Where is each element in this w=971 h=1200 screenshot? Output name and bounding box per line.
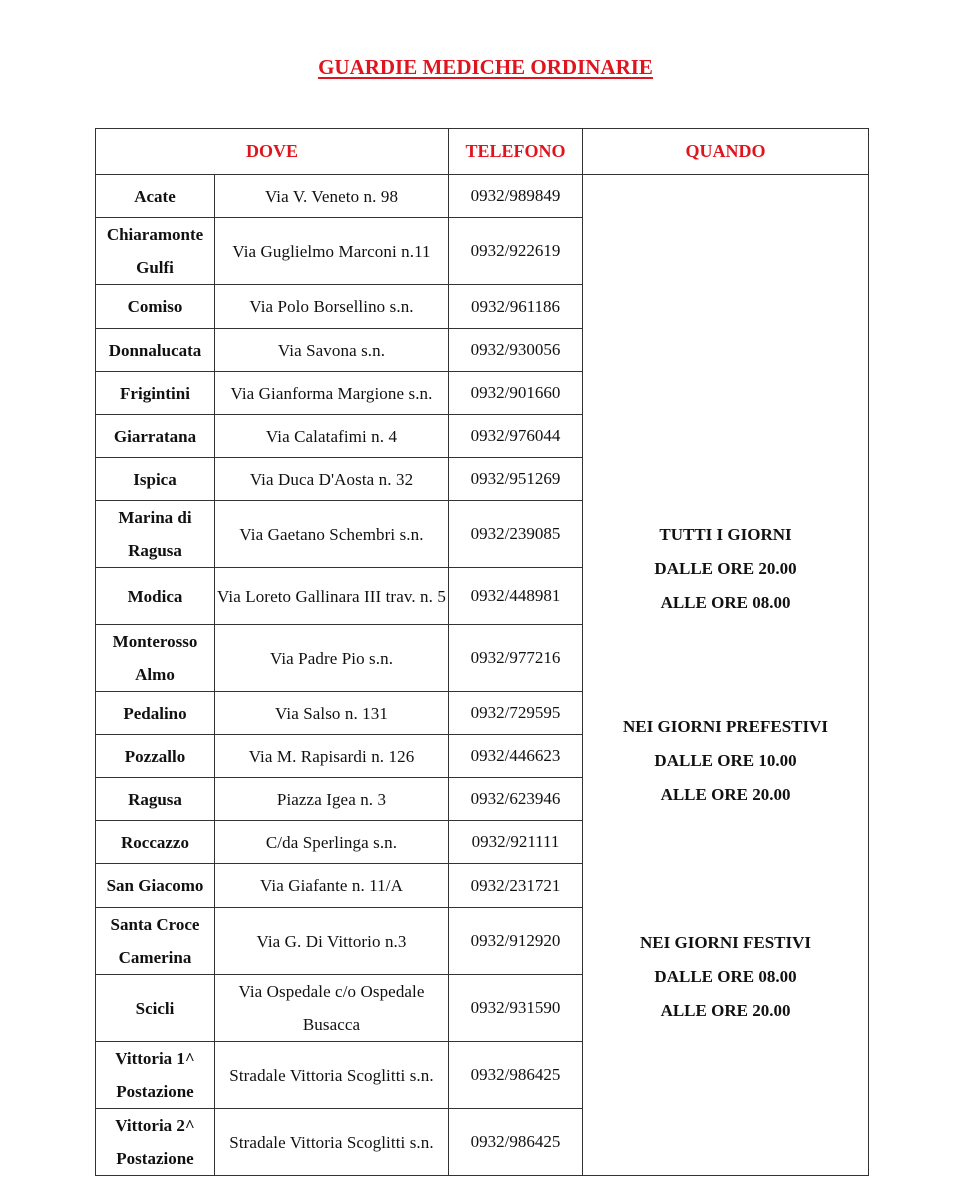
town-cell: Roccazzo [96,821,215,864]
header-row [96,129,869,175]
schedule-line: DALLE ORE 20.00 [654,559,797,578]
address-cell: Via M. Rapisardi n. 126 [215,735,449,778]
town-cell: Pozzallo [96,735,215,778]
town-cell: Modica [96,568,215,625]
schedule-line: NEI GIORNI FESTIVI [640,933,812,952]
phone-cell: 0932/922619 [449,218,583,285]
phone-cell: 0932/729595 [449,692,583,735]
phone-cell: 0932/989849 [449,175,583,218]
schedule-block [583,518,868,620]
header-dove: DOVE [96,129,449,175]
town-cell: Vittoria 2^ Postazione [96,1109,215,1176]
schedule-line: ALLE ORE 20.00 [660,785,791,804]
schedule-line: TUTTI I GIORNI [659,525,792,544]
schedule-block [583,926,868,1028]
schedule-line: ALLE ORE 20.00 [660,1001,791,1020]
schedule-cell [583,175,869,1176]
address-cell: Piazza Igea n. 3 [215,778,449,821]
phone-cell: 0932/986425 [449,1042,583,1109]
phone-cell: 0932/231721 [449,864,583,908]
address-cell: Via Guglielmo Marconi n.11 [215,218,449,285]
header-telefono: TELEFONO [449,129,583,175]
town-cell: Monterosso Almo [96,625,215,692]
phone-cell: 0932/976044 [449,415,583,458]
address-cell: Via Gaetano Schembri s.n. [215,501,449,568]
town-cell: Ragusa [96,778,215,821]
table-row [96,175,869,218]
schedule-line: DALLE ORE 10.00 [654,751,797,770]
phone-cell: 0932/623946 [449,778,583,821]
town-cell: Scicli [96,975,215,1042]
town-cell: Marina di Ragusa [96,501,215,568]
address-cell: Via Ospedale c/o Ospedale Busacca [215,975,449,1042]
phone-cell: 0932/977216 [449,625,583,692]
address-cell: Via G. Di Vittorio n.3 [215,908,449,975]
phone-cell: 0932/930056 [449,329,583,372]
address-cell: Stradale Vittoria Scoglitti s.n. [215,1042,449,1109]
schedule-line: DALLE ORE 08.00 [654,967,797,986]
schedule-block [583,710,868,812]
town-cell: Giarratana [96,415,215,458]
address-cell: Stradale Vittoria Scoglitti s.n. [215,1109,449,1176]
phone-cell: 0932/901660 [449,372,583,415]
schedule-table [95,128,869,1176]
page-title: GUARDIE MEDICHE ORDINARIE [318,55,653,79]
town-cell: Comiso [96,285,215,329]
schedule-line: ALLE ORE 08.00 [660,593,791,612]
address-cell: Via Gianforma Margione s.n. [215,372,449,415]
address-cell: Via Calatafimi n. 4 [215,415,449,458]
address-cell: Via Duca D'Aosta n. 32 [215,458,449,501]
phone-cell: 0932/921111 [449,821,583,864]
town-cell: Pedalino [96,692,215,735]
phone-cell: 0932/961186 [449,285,583,329]
address-cell: Via Polo Borsellino s.n. [215,285,449,329]
phone-cell: 0932/446623 [449,735,583,778]
phone-cell: 0932/912920 [449,908,583,975]
address-cell: C/da Sperlinga s.n. [215,821,449,864]
address-cell: Via Loreto Gallinara III trav. n. 5 [215,568,449,625]
schedule-line: NEI GIORNI PREFESTIVI [623,717,829,736]
address-cell: Via V. Veneto n. 98 [215,175,449,218]
phone-cell: 0932/931590 [449,975,583,1042]
address-cell: Via Salso n. 131 [215,692,449,735]
town-cell: San Giacomo [96,864,215,908]
town-cell: Santa Croce Camerina [96,908,215,975]
town-cell: Ispica [96,458,215,501]
phone-cell: 0932/239085 [449,501,583,568]
town-cell: Vittoria 1^ Postazione [96,1042,215,1109]
town-cell: Frigintini [96,372,215,415]
header-quando: QUANDO [583,129,869,175]
address-cell: Via Giafante n. 11/A [215,864,449,908]
phone-cell: 0932/951269 [449,458,583,501]
town-cell: Acate [96,175,215,218]
town-cell: Donnalucata [96,329,215,372]
phone-cell: 0932/986425 [449,1109,583,1176]
town-cell: Chiaramonte Gulfi [96,218,215,285]
address-cell: Via Savona s.n. [215,329,449,372]
phone-cell: 0932/448981 [449,568,583,625]
address-cell: Via Padre Pio s.n. [215,625,449,692]
